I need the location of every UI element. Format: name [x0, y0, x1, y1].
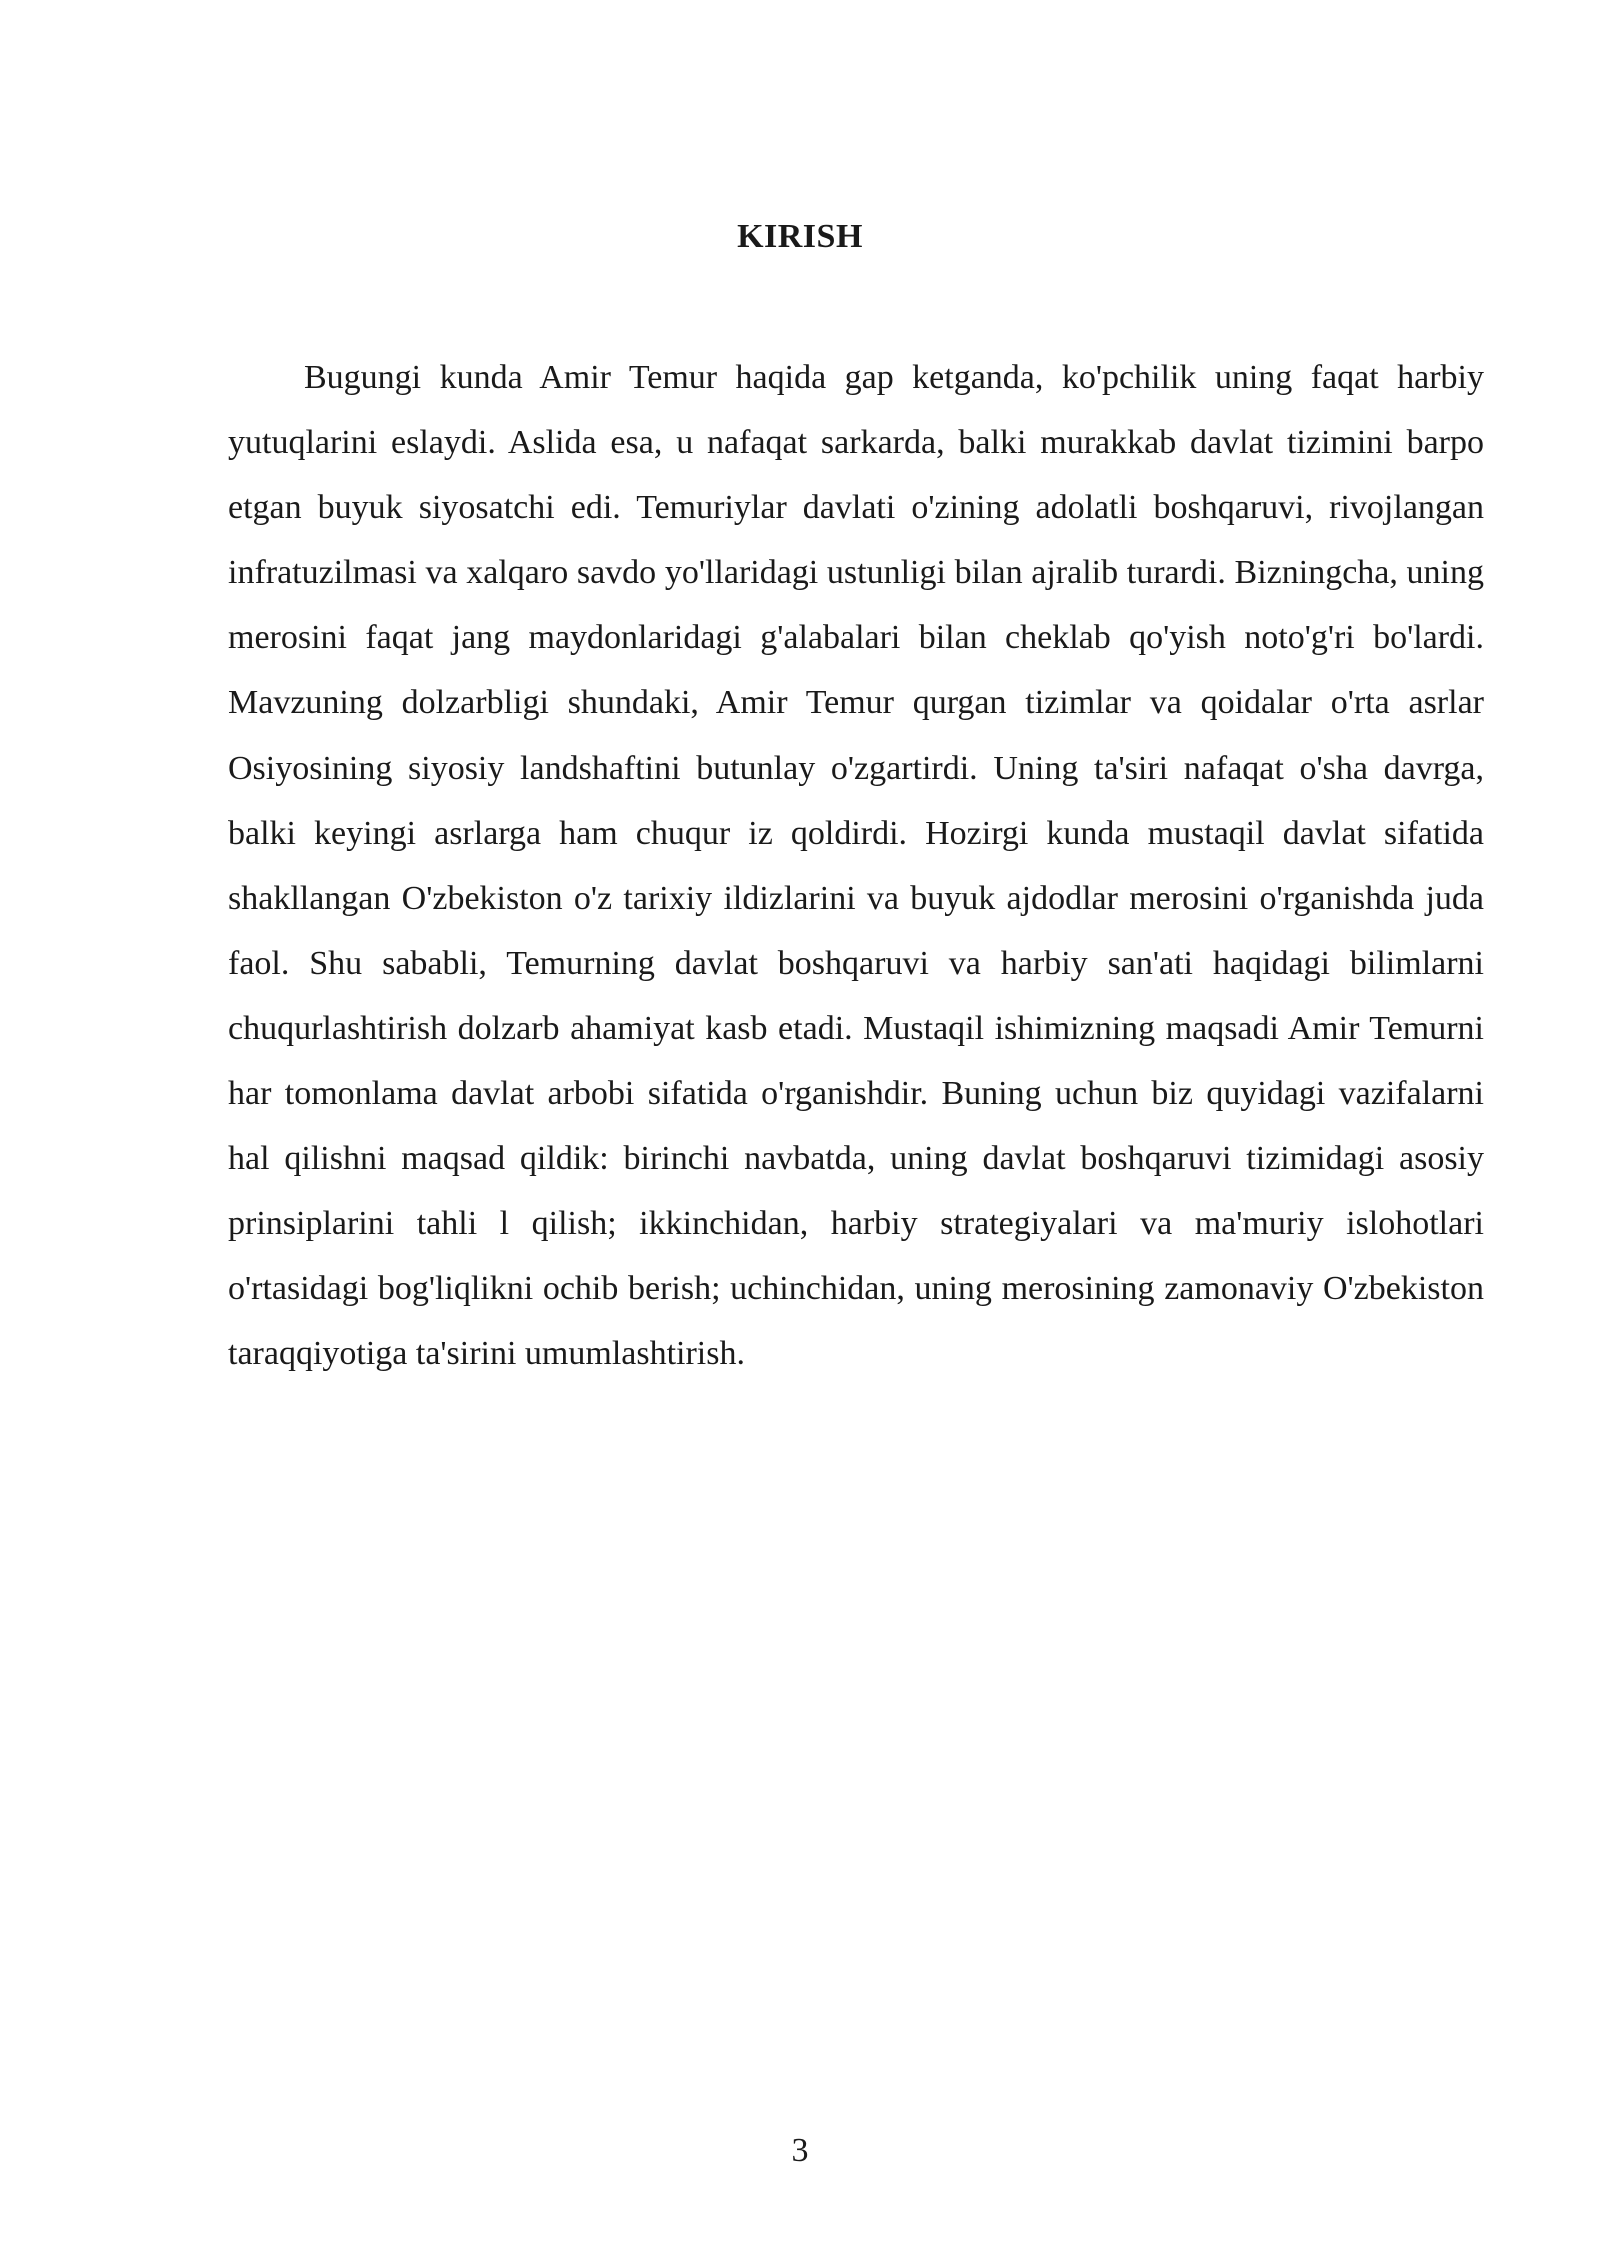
- intro-paragraph: Bugungi kunda Amir Temur haqida gap ketganda, ko'pchilik uning faqat harbiy yutuqlarini eslaydi. Aslida esa, u nafaqat sarkarda, balki murakkab davlat tizimini barpo etgan buyuk siyosatchi edi. Temuriylar davlati o'zining adolatli boshqaruvi, rivojlangan infratuzilmasi va xalqaro savdo yo'llaridagi ustunligi bilan ajralib turardi. Bizningcha, uning merosini faqat jang maydonlaridagi g'alabalari bilan cheklab qo'yish noto'g'ri bo'lardi. Mavzuning dolzarbligi shundaki, Amir Temur qurgan tizimlar va qoidalar o'rta asrlar Osiyosining siyosiy landshaftini butunlay o'zgartirdi. Uning ta'siri nafaqat o'sha davrga, balki keyingi asrlarga ham chuqur iz qoldirdi. Hozirgi kunda mustaqil davlat sifatida shakllangan O'zbekiston o'z tarixiy ildizlarini va buyuk ajdodlar merosini o'rganishda juda faol. Shu sababli, Temurning davlat boshqaruvi va harbiy san'ati haqidagi bilimlarni chuqurlashtirish dolzarb ahamiyat kasb etadi. Mustaqil ishimizning maqsadi Amir Temurni har tomonlama davlat arbobi sifatida o'rganishdir. Buning uchun biz quyidagi vazifalarni hal qilishni maqsad qildik: birinchi navbatda, uning davlat boshqaruvi tizimidagi asosiy prinsiplarini tahli l qilish; ikkinchidan, harbiy strategiyalari va ma'muriy islohotlari o'rtasidagi bog'liqlikni ochib berish; uchinchidan, uning merosining zamonaviy O'zbekiston taraqqiyotiga ta'sirini umumlashtirish.: [228, 359, 1484, 1373]
- page-number: 3: [791, 2132, 809, 2169]
- page-title: KIRISH: [737, 218, 863, 255]
